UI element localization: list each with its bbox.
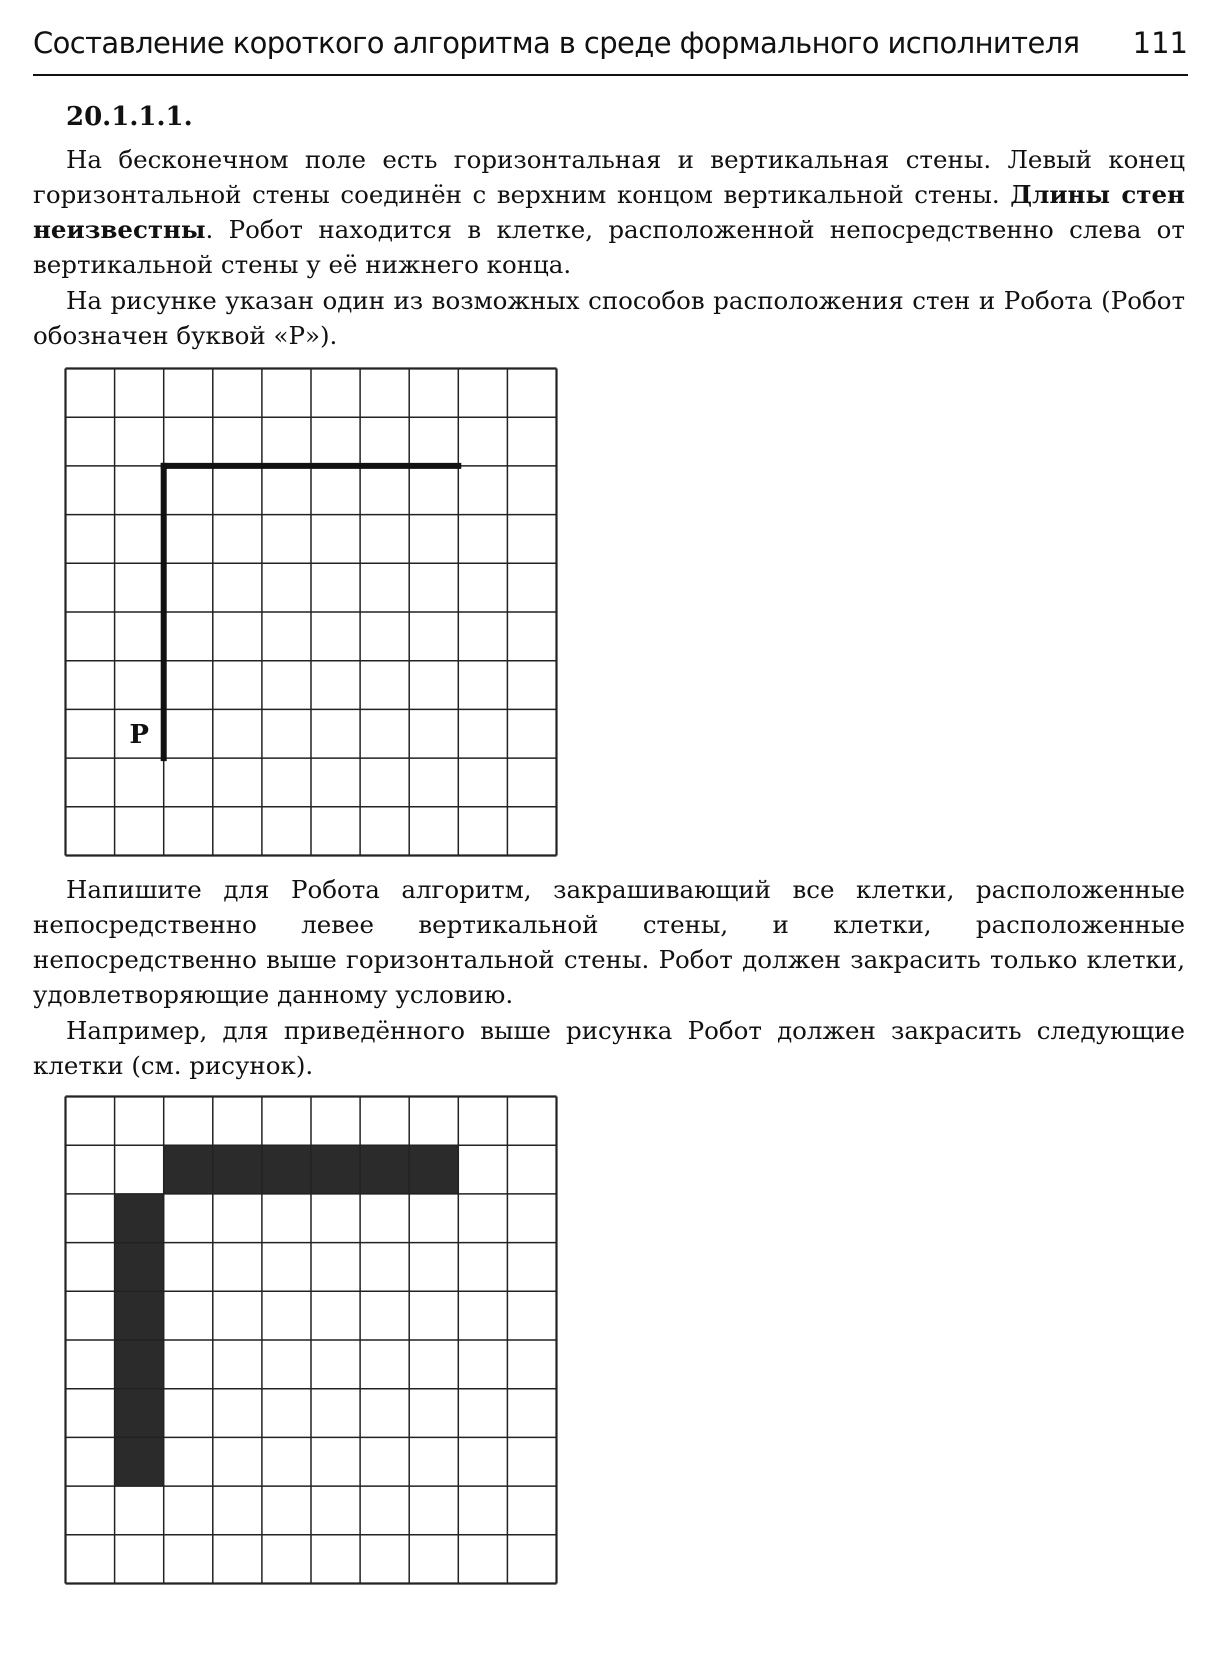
page-number: 111 (1132, 26, 1188, 60)
filled-cell (213, 1145, 262, 1194)
conditions-text-end: . Робот находится в клетке, расположенной непосредственно слева от вертикальной стены у её нижнего конца. (33, 215, 1185, 279)
task-paragraph-instruction: Напишите для Робота алгоритм, закрашивающий все клетки, расположенные непосредственно левее вертикальной стены, и клетки, расположенные непосредственно выше горизонтальной стены. Робот должен закрасить только клетки, удовлетворяющие данному условию. (33, 875, 1185, 1009)
figure-result-field (64, 1095, 558, 1585)
filled-cell (409, 1145, 458, 1194)
filled-cell (115, 1437, 164, 1486)
filled-cell (262, 1145, 311, 1194)
task-paragraph-conditions (33, 142, 1185, 282)
filled-cell (115, 1291, 164, 1340)
task-paragraph-example: Например, для приведённого выше рисунка Робот должен закрасить следующие клетки (см. рисунок). (33, 1016, 1185, 1080)
filled-cell (164, 1145, 213, 1194)
task-number: 20.1.1.1. (66, 102, 193, 132)
filled-cell (115, 1340, 164, 1389)
figure-initial-field (64, 367, 558, 857)
filled-cell (115, 1389, 164, 1438)
robot-label: Р (129, 719, 149, 750)
conditions-bold-text: Длины стен неизвестны (33, 180, 1185, 244)
filled-cell (311, 1145, 360, 1194)
task-paragraph-figure-note: На рисунке указан один из возможных способов расположения стен и Робота (Робот обозначен буквой «Р»). (33, 286, 1185, 350)
running-head (33, 22, 1188, 76)
filled-cell (115, 1243, 164, 1292)
conditions-text-start: На бесконечном поле есть горизонтальная и вертикальная стены. Левый конец горизонтальной стены соединён с верхним концом вертикальной стены. (33, 145, 1185, 209)
filled-cell (360, 1145, 409, 1194)
running-title: Составление короткого алгоритма в среде формального исполнителя (33, 26, 1080, 60)
filled-cell (115, 1194, 164, 1243)
figure-initial-svg (64, 367, 558, 857)
figure-result-svg (64, 1095, 558, 1585)
